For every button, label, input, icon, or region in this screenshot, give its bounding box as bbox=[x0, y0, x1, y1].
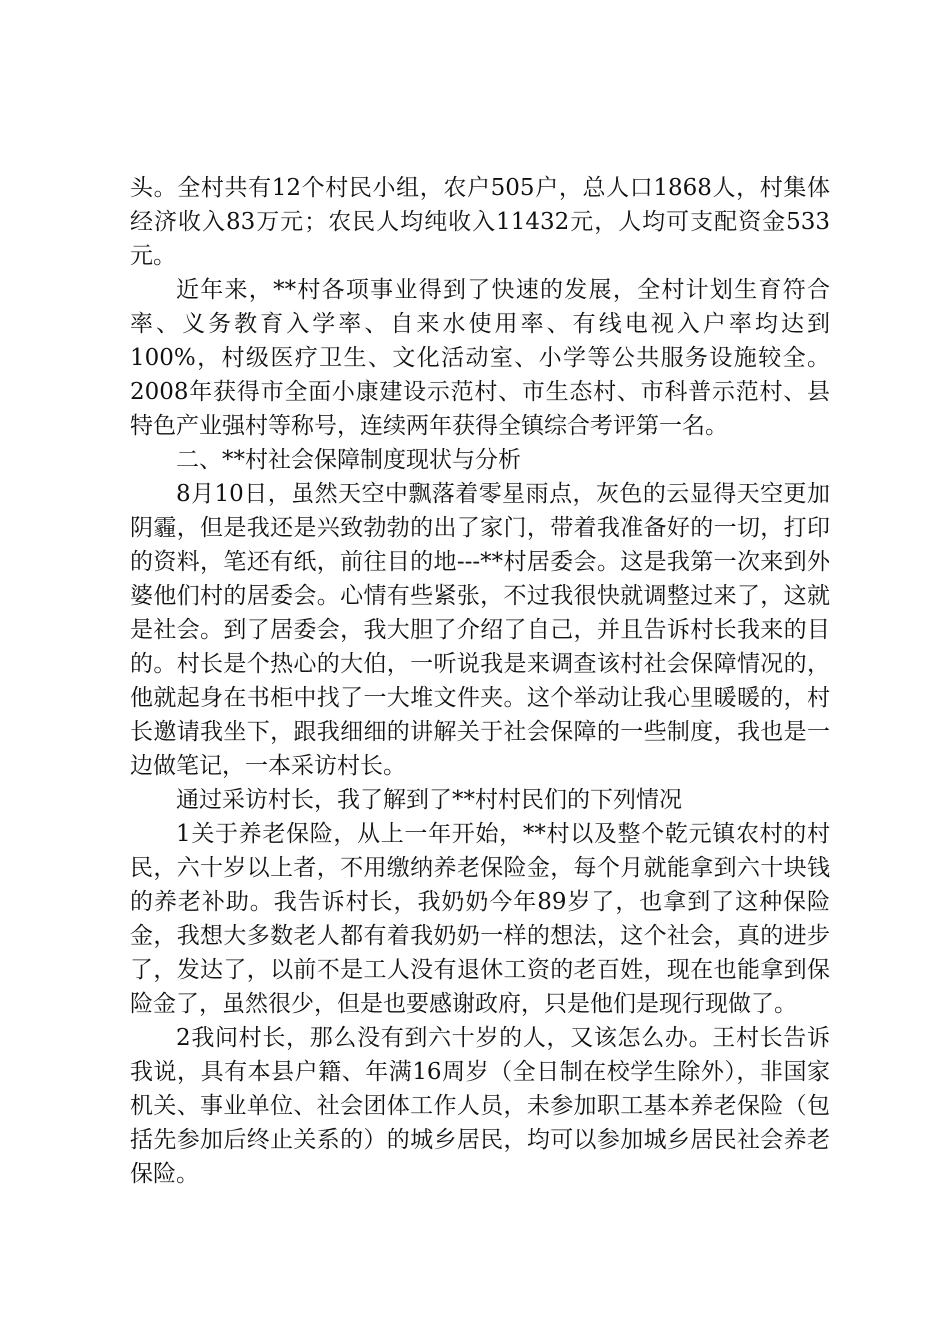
paragraph-interview-intro: 通过采访村长，我了解到了**村村民们的下列情况 bbox=[176, 787, 682, 813]
paragraph-pension-item-2: 2我问村长，那么没有到六十岁的人，又该怎么办。王村长告诉我说，具有本县户籍、年满16周岁（全日制在校学生除外），非国家机关、事业单位、社会团体工作人员，未参加职工基本养老保险（包括先参加后终止关系的）的城乡居民，均可以参加城乡居民社会养老保险。 bbox=[130, 1025, 830, 1187]
document-page bbox=[130, 171, 830, 1191]
paragraph-pension-item-1: 1关于养老保险，从上一年开始，**村以及整个乾元镇农村的村民，六十岁以上者，不用缴纳养老保险金，每个月就能拿到六十块钱的养老补助。我告诉村长，我奶奶今年89岁了，也拿到了这种保险金，我想大多数老人都有着我奶奶一样的想法，这个社会，真的进步了，发达了，以前不是工人没有退休工资的老百姓，现在也能拿到保险金了，虽然很少，但是也要感谢政府，只是他们是现行现做了。 bbox=[130, 821, 830, 1017]
section-heading-social-security: 二、**村社会保障制度现状与分析 bbox=[176, 447, 521, 473]
paragraph-population-stats: 头。全村共有12个村民小组，农户505户，总人口1868人，村集体经济收入83万元；农民人均纯收入11432元，人均可支配资金533元。 bbox=[130, 175, 830, 269]
paragraph-visit-narrative: 8月10日，虽然天空中飘落着零星雨点，灰色的云显得天空更加阴霾，但是我还是兴致勃勃的出了家门，带着我准备好的一切，打印的资料，笔还有纸，前往目的地---**村居委会。这是我第一次来到外婆他们村的居委会。心情有些紧张，不过我很快就调整过来了，这就是社会。到了居委会，我大胆了介绍了自己，并且告诉村长我来的目的。村长是个热心的大伯，一听说我是来调查该村社会保障情况的，他就起身在书柜中找了一大堆文件夹。这个举动让我心里暖暖的，村长邀请我坐下，跟我细细的讲解关于社会保障的一些制度，我也是一边做笔记，一本采访村长。 bbox=[130, 481, 830, 779]
paragraph-village-development: 近年来，**村各项事业得到了快速的发展，全村计划生育符合率、义务教育入学率、自来水使用率、有线电视入户率均达到100%，村级医疗卫生、文化活动室、小学等公共服务设施较全。2008年获得市全面小康建设示范村、市生态村、市科普示范村、县特色产业强村等称号，连续两年获得全镇综合考评第一名。 bbox=[130, 277, 830, 439]
